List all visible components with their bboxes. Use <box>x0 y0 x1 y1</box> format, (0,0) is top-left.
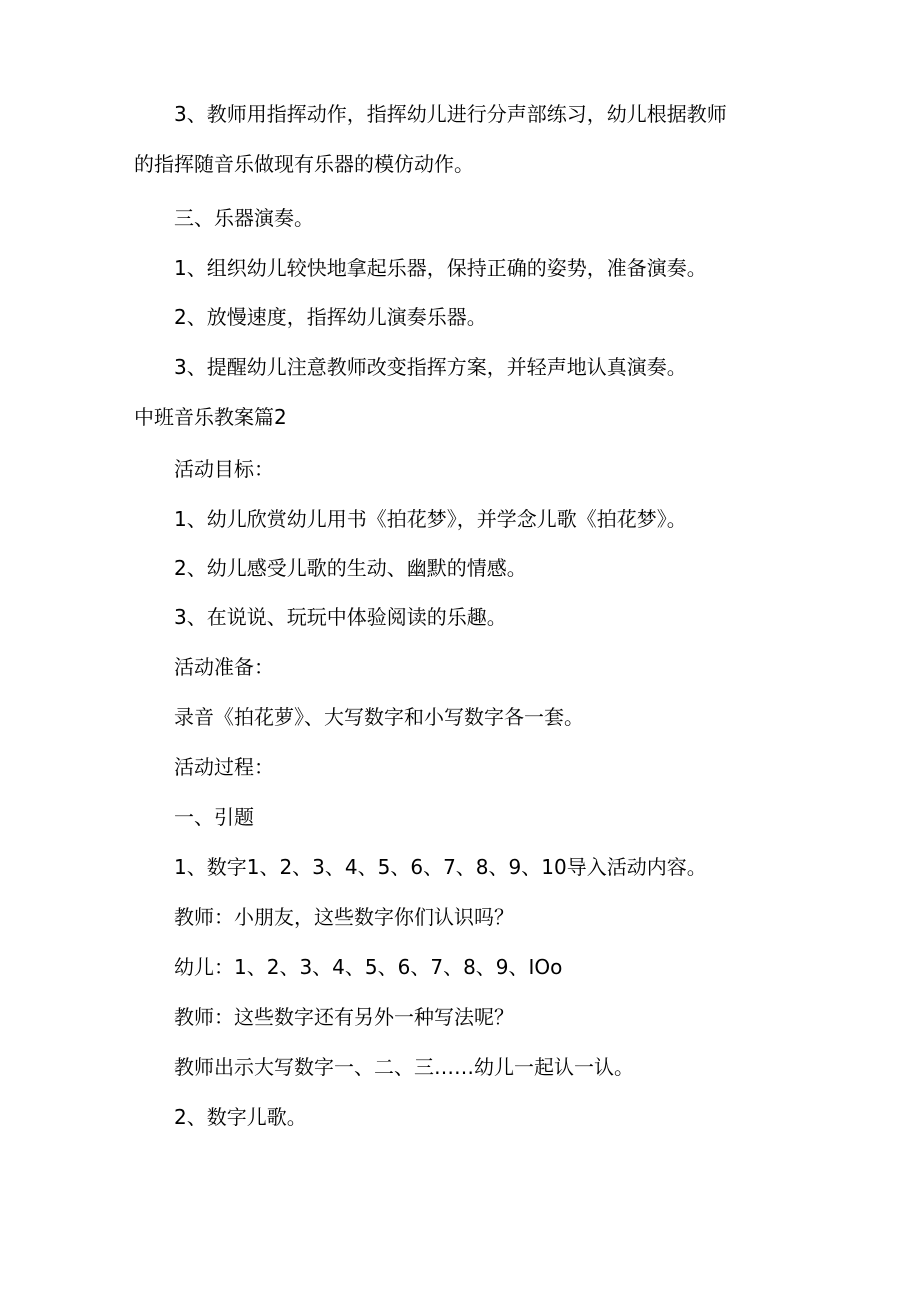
section-heading: 活动准备： <box>174 655 274 679</box>
paragraph-line: 幼儿：1、2、3、4、5、6、7、8、9、IOo <box>174 955 563 979</box>
paragraph-line: 录音《拍花萝》、大写数字和小写数字各一套。 <box>174 705 584 729</box>
paragraph-line: 3、在说说、玩玩中体验阅读的乐趣。 <box>174 605 507 629</box>
section-heading: 活动目标： <box>174 457 274 481</box>
paragraph-line: 2、幼儿感受儿歌的生动、幽默的情感。 <box>174 556 527 580</box>
paragraph-line: 2、放慢速度，指挥幼儿演奏乐器。 <box>174 305 487 329</box>
paragraph-line: 教师：这些数字还有另外一种写法呢？ <box>174 1005 514 1029</box>
paragraph-line: 教师：小朋友，这些数字你们认识吗？ <box>174 905 514 929</box>
paragraph-line: 3、提醒幼儿注意教师改变指挥方案，并轻声地认真演奏。 <box>174 355 687 379</box>
paragraph-line: 的指挥随音乐做现有乐器的模仿动作。 <box>134 152 474 176</box>
article-title: 中班音乐教案篇2 <box>134 405 287 429</box>
paragraph-line: 1、组织幼儿较快地拿起乐器，保持正确的姿势，准备演奏。 <box>174 256 707 280</box>
paragraph-line: 2、数字儿歌。 <box>174 1105 307 1129</box>
section-heading: 活动过程： <box>174 755 274 779</box>
paragraph-line: 1、幼儿欣赏幼儿用书《拍花梦》，并学念儿歌《拍花梦》。 <box>174 507 687 531</box>
section-heading: 三、乐器演奏。 <box>174 206 314 230</box>
paragraph-line: 1、数字1、2、3、4、5、6、7、8、9、10导入活动内容。 <box>174 855 707 879</box>
paragraph-line: 3、教师用指挥动作，指挥幼儿进行分声部练习，幼儿根据教师 <box>174 102 727 126</box>
paragraph-line: 教师出示大写数字一、二、三……幼儿一起认一认。 <box>174 1055 634 1079</box>
section-heading: 一、引题 <box>174 805 254 829</box>
